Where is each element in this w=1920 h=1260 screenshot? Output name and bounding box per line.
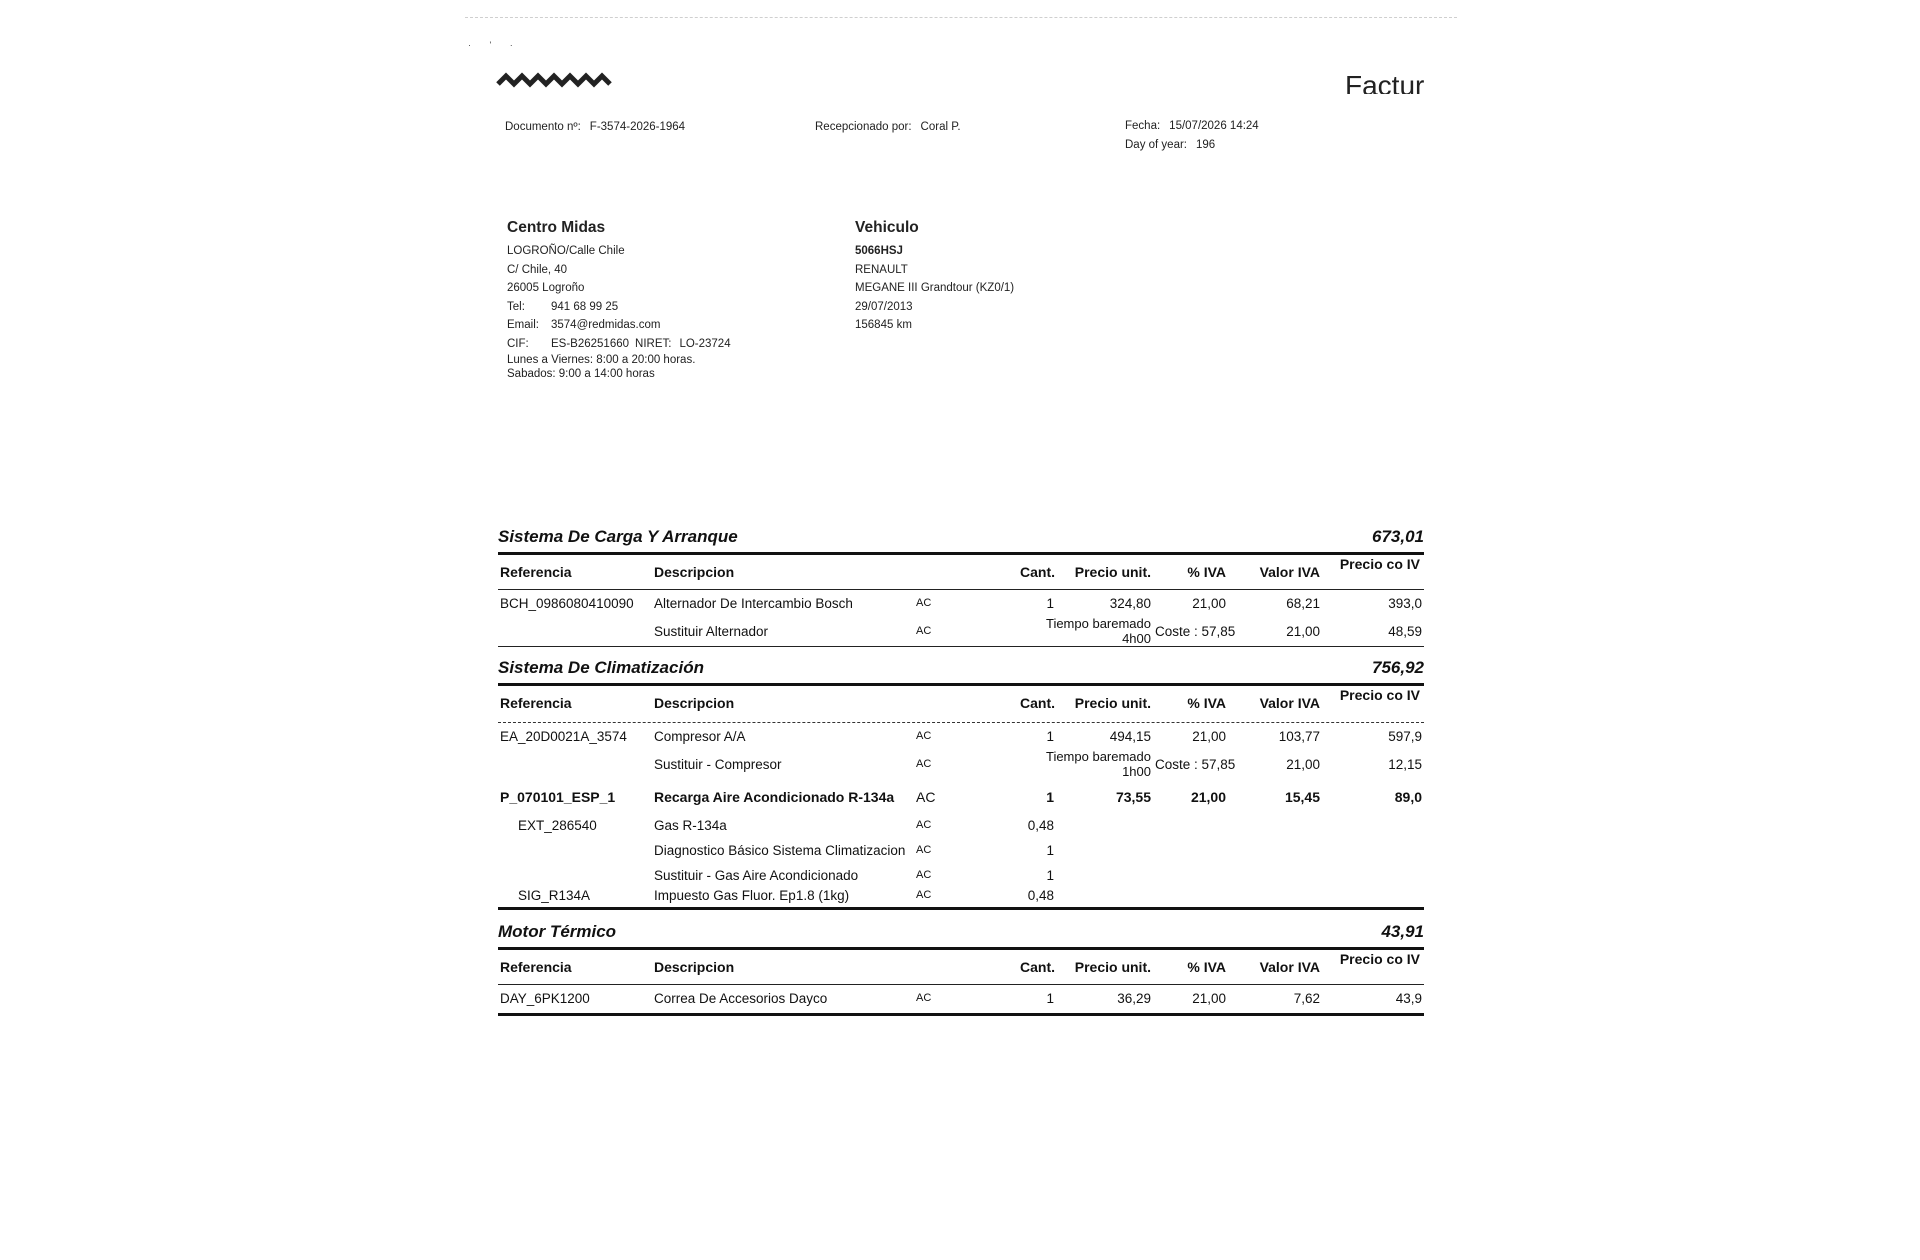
- section-title: Sistema De Carga Y Arranque: [498, 527, 738, 546]
- col-precio-unit: Precio unit.: [1074, 959, 1151, 975]
- workshop-cif: [507, 335, 731, 354]
- workshop-hours-weekdays: Lunes a Viernes: 8:00 a 20:00 horas.: [507, 354, 696, 366]
- cell-precio: 494,15: [1109, 728, 1151, 744]
- col-cant: Cant.: [1020, 564, 1055, 580]
- vehicle-date: 29/07/2013: [855, 300, 913, 313]
- cell-precio: 73,55: [1115, 789, 1151, 805]
- invoice-date-value: 15/07/2026 14:24: [1169, 120, 1259, 132]
- cell-ref: [498, 749, 652, 779]
- cell-tag: AC: [916, 844, 932, 856]
- col-cant: Cant.: [1020, 695, 1055, 711]
- cell-tag: AC: [916, 869, 932, 881]
- workshop-email: [507, 316, 731, 335]
- cell-total: 89,0: [1394, 789, 1422, 805]
- workshop-line3: 26005 Logroño: [507, 282, 585, 294]
- cell-tag: AC: [916, 625, 932, 637]
- document-number: [505, 121, 685, 133]
- table-row: [498, 885, 1424, 905]
- cell-iva: 21,00: [1192, 990, 1226, 1006]
- cell-cant: 1: [1046, 842, 1054, 858]
- col-precio-con-iva: Precio co IV: [1339, 557, 1420, 572]
- cell-iva: 21,00: [1286, 756, 1320, 772]
- cell-precio: Coste : 57,85: [1155, 623, 1236, 639]
- cell-ref: SIG_R134A: [518, 887, 591, 903]
- cell-cant: Tiempo baremado 4h00: [1045, 616, 1151, 646]
- cell-precio: 36,29: [1117, 990, 1151, 1006]
- cell-valor: 12,15: [1388, 756, 1422, 772]
- cell-cant: 1: [1046, 990, 1054, 1006]
- col-cant: Cant.: [1020, 959, 1055, 975]
- table-row: [498, 616, 1424, 646]
- day-of-year-label: Day of year:: [1125, 139, 1187, 151]
- cell-ref: DAY_6PK1200: [500, 990, 590, 1006]
- cell-ref: P_070101_ESP_1: [500, 789, 616, 805]
- workshop-cif-value: ES-B26251660: [551, 337, 630, 350]
- cell-total: 393,0: [1388, 595, 1422, 611]
- table-row: [498, 865, 1424, 885]
- invoice-date: [1125, 120, 1259, 132]
- col-precio-unit: Precio unit.: [1074, 695, 1151, 711]
- cell-tag: AC: [916, 730, 932, 742]
- document-title: Factur: [1345, 70, 1425, 94]
- col-referencia: Referencia: [500, 564, 572, 580]
- received-by-value: Coral P.: [920, 121, 961, 133]
- cell-tag: AC: [916, 597, 932, 609]
- workshop-niret-label: NIRET:: [635, 337, 672, 350]
- table-row: [498, 815, 1424, 835]
- received-by: [815, 121, 961, 133]
- cell-total: 597,9: [1388, 728, 1422, 744]
- col-valor-iva: Valor IVA: [1259, 959, 1320, 975]
- cell-precio: 324,80: [1109, 595, 1151, 611]
- cell-ref: BCH_0986080410090: [500, 595, 634, 611]
- workshop-niret-value: LO-23724: [679, 337, 731, 350]
- cell-valor: 48,59: [1388, 623, 1422, 639]
- table-row: [498, 749, 1424, 779]
- cell-precio: Coste : 57,85: [1155, 756, 1236, 772]
- col-referencia: Referencia: [500, 695, 572, 711]
- items-body: [498, 985, 1424, 1011]
- workshop-tel-value: 941 68 99 25: [551, 300, 619, 313]
- section-title: Motor Térmico: [498, 922, 617, 941]
- workshop-cif-label: CIF:: [507, 337, 529, 350]
- cell-tag: AC: [916, 889, 932, 901]
- cell-desc: Compresor A/A: [654, 728, 746, 744]
- items-body: [498, 590, 1424, 646]
- section-climatizacion: [498, 658, 1424, 910]
- section-motor-termico: [498, 922, 1424, 1016]
- vehicle-block: [855, 218, 1014, 335]
- workshop-tel: [507, 298, 731, 317]
- vehicle-model: MEGANE III Grandtour (KZ0/1): [855, 282, 1015, 294]
- cell-desc: Diagnostico Básico Sistema Climatizacion: [654, 842, 906, 858]
- col-referencia: Referencia: [500, 959, 572, 975]
- vehicle-title: Vehiculo: [855, 219, 919, 236]
- cell-ref: [498, 835, 652, 865]
- cell-desc: Gas R-134a: [654, 817, 727, 833]
- midas-logo: [496, 72, 616, 90]
- cell-cant: 1: [1046, 595, 1054, 611]
- section-title: Sistema De Climatización: [498, 658, 704, 677]
- items-table: [498, 686, 1424, 720]
- cell-cant: 0,48: [1027, 887, 1054, 903]
- vehicle-plate: 5066HSJ: [855, 245, 903, 257]
- cell-cant: 1: [1046, 867, 1054, 883]
- col-pct-iva: % IVA: [1187, 959, 1226, 975]
- cell-desc: Sustituir - Gas Aire Acondicionado: [654, 867, 859, 883]
- day-of-year-value: 196: [1196, 139, 1216, 151]
- cell-tag: AC: [916, 819, 932, 831]
- cell-ref: EXT_286540: [518, 817, 597, 833]
- col-precio-con-iva: Precio co IV: [1339, 952, 1420, 967]
- cell-tag: AC: [916, 992, 932, 1004]
- workshop-tel-label: Tel:: [507, 300, 525, 313]
- col-valor-iva: Valor IVA: [1259, 695, 1320, 711]
- cell-desc: Sustituir Alternador: [654, 623, 769, 639]
- vehicle-make: RENAULT: [855, 263, 908, 276]
- cell-valor: 7,62: [1293, 990, 1320, 1006]
- cell-cant: 1: [1046, 728, 1054, 744]
- scan-specks: · ' ·: [468, 40, 521, 50]
- section-total: 673,01: [1372, 527, 1424, 546]
- document-number-value: F-3574-2026-1964: [589, 121, 686, 133]
- table-row: [498, 985, 1424, 1011]
- section-carga-arranque: [498, 527, 1424, 647]
- cell-ref: [498, 865, 652, 885]
- cell-cant: 0,48: [1027, 817, 1054, 833]
- cell-valor: 103,77: [1278, 728, 1320, 744]
- cell-desc: Impuesto Gas Fluor. Ep1.8 (1kg): [654, 887, 850, 903]
- items-table: [498, 555, 1424, 589]
- document-number-label: Documento nº:: [505, 121, 581, 133]
- received-by-label: Recepcionado por:: [815, 121, 912, 133]
- workshop-email-value: 3574@redmidas.com: [551, 319, 661, 331]
- cell-iva: 21,00: [1286, 623, 1320, 639]
- cell-valor: 68,21: [1286, 595, 1320, 611]
- workshop-line2: C/ Chile, 40: [507, 263, 568, 276]
- cell-ref: [498, 616, 652, 646]
- cell-total: 43,9: [1395, 990, 1422, 1006]
- cell-tag: AC: [916, 789, 936, 805]
- items-body: [498, 723, 1424, 905]
- section-total: 756,92: [1372, 658, 1424, 677]
- invoice-date-label: Fecha:: [1125, 120, 1161, 132]
- workshop-line1: LOGROÑO/Calle Chile: [507, 245, 625, 257]
- cell-cant: 1: [1046, 789, 1054, 805]
- col-pct-iva: % IVA: [1187, 564, 1226, 580]
- col-valor-iva: Valor IVA: [1259, 564, 1320, 580]
- cell-desc: Recarga Aire Acondicionado R-134a: [654, 788, 895, 805]
- section-total: 43,91: [1381, 922, 1424, 941]
- cell-desc: Sustituir - Compresor: [654, 756, 782, 772]
- table-row: [498, 779, 1424, 815]
- col-descripcion: Descripcion: [654, 959, 735, 975]
- workshop-block: [507, 218, 731, 381]
- day-of-year: [1125, 139, 1215, 151]
- cell-cant: Tiempo baremado 1h00: [1045, 749, 1151, 779]
- cell-ref: EA_20D0021A_3574: [500, 728, 627, 744]
- cell-desc: Correa De Accesorios Dayco: [654, 990, 828, 1006]
- workshop-email-label: Email:: [507, 319, 539, 331]
- cell-desc: Alternador De Intercambio Bosch: [654, 595, 853, 611]
- scan-edge-line: [465, 17, 1457, 18]
- col-precio-unit: Precio unit.: [1074, 564, 1151, 580]
- cell-iva: 21,00: [1192, 728, 1226, 744]
- workshop-title: Centro Midas: [507, 219, 606, 236]
- table-row: [498, 835, 1424, 865]
- cell-iva: 21,00: [1192, 595, 1226, 611]
- vehicle-km: 156845 km: [855, 319, 912, 331]
- col-pct-iva: % IVA: [1187, 695, 1226, 711]
- col-precio-con-iva: Precio co IV: [1339, 688, 1420, 703]
- table-row: [498, 590, 1424, 616]
- workshop-hours-saturday: Sabados: 9:00 a 14:00 horas: [507, 368, 655, 380]
- items-table: [498, 950, 1424, 984]
- cell-tag: AC: [916, 758, 932, 770]
- cell-valor: 15,45: [1284, 789, 1320, 805]
- col-descripcion: Descripcion: [654, 564, 735, 580]
- table-row: [498, 723, 1424, 749]
- col-descripcion: Descripcion: [654, 695, 735, 711]
- cell-iva: 21,00: [1190, 789, 1226, 805]
